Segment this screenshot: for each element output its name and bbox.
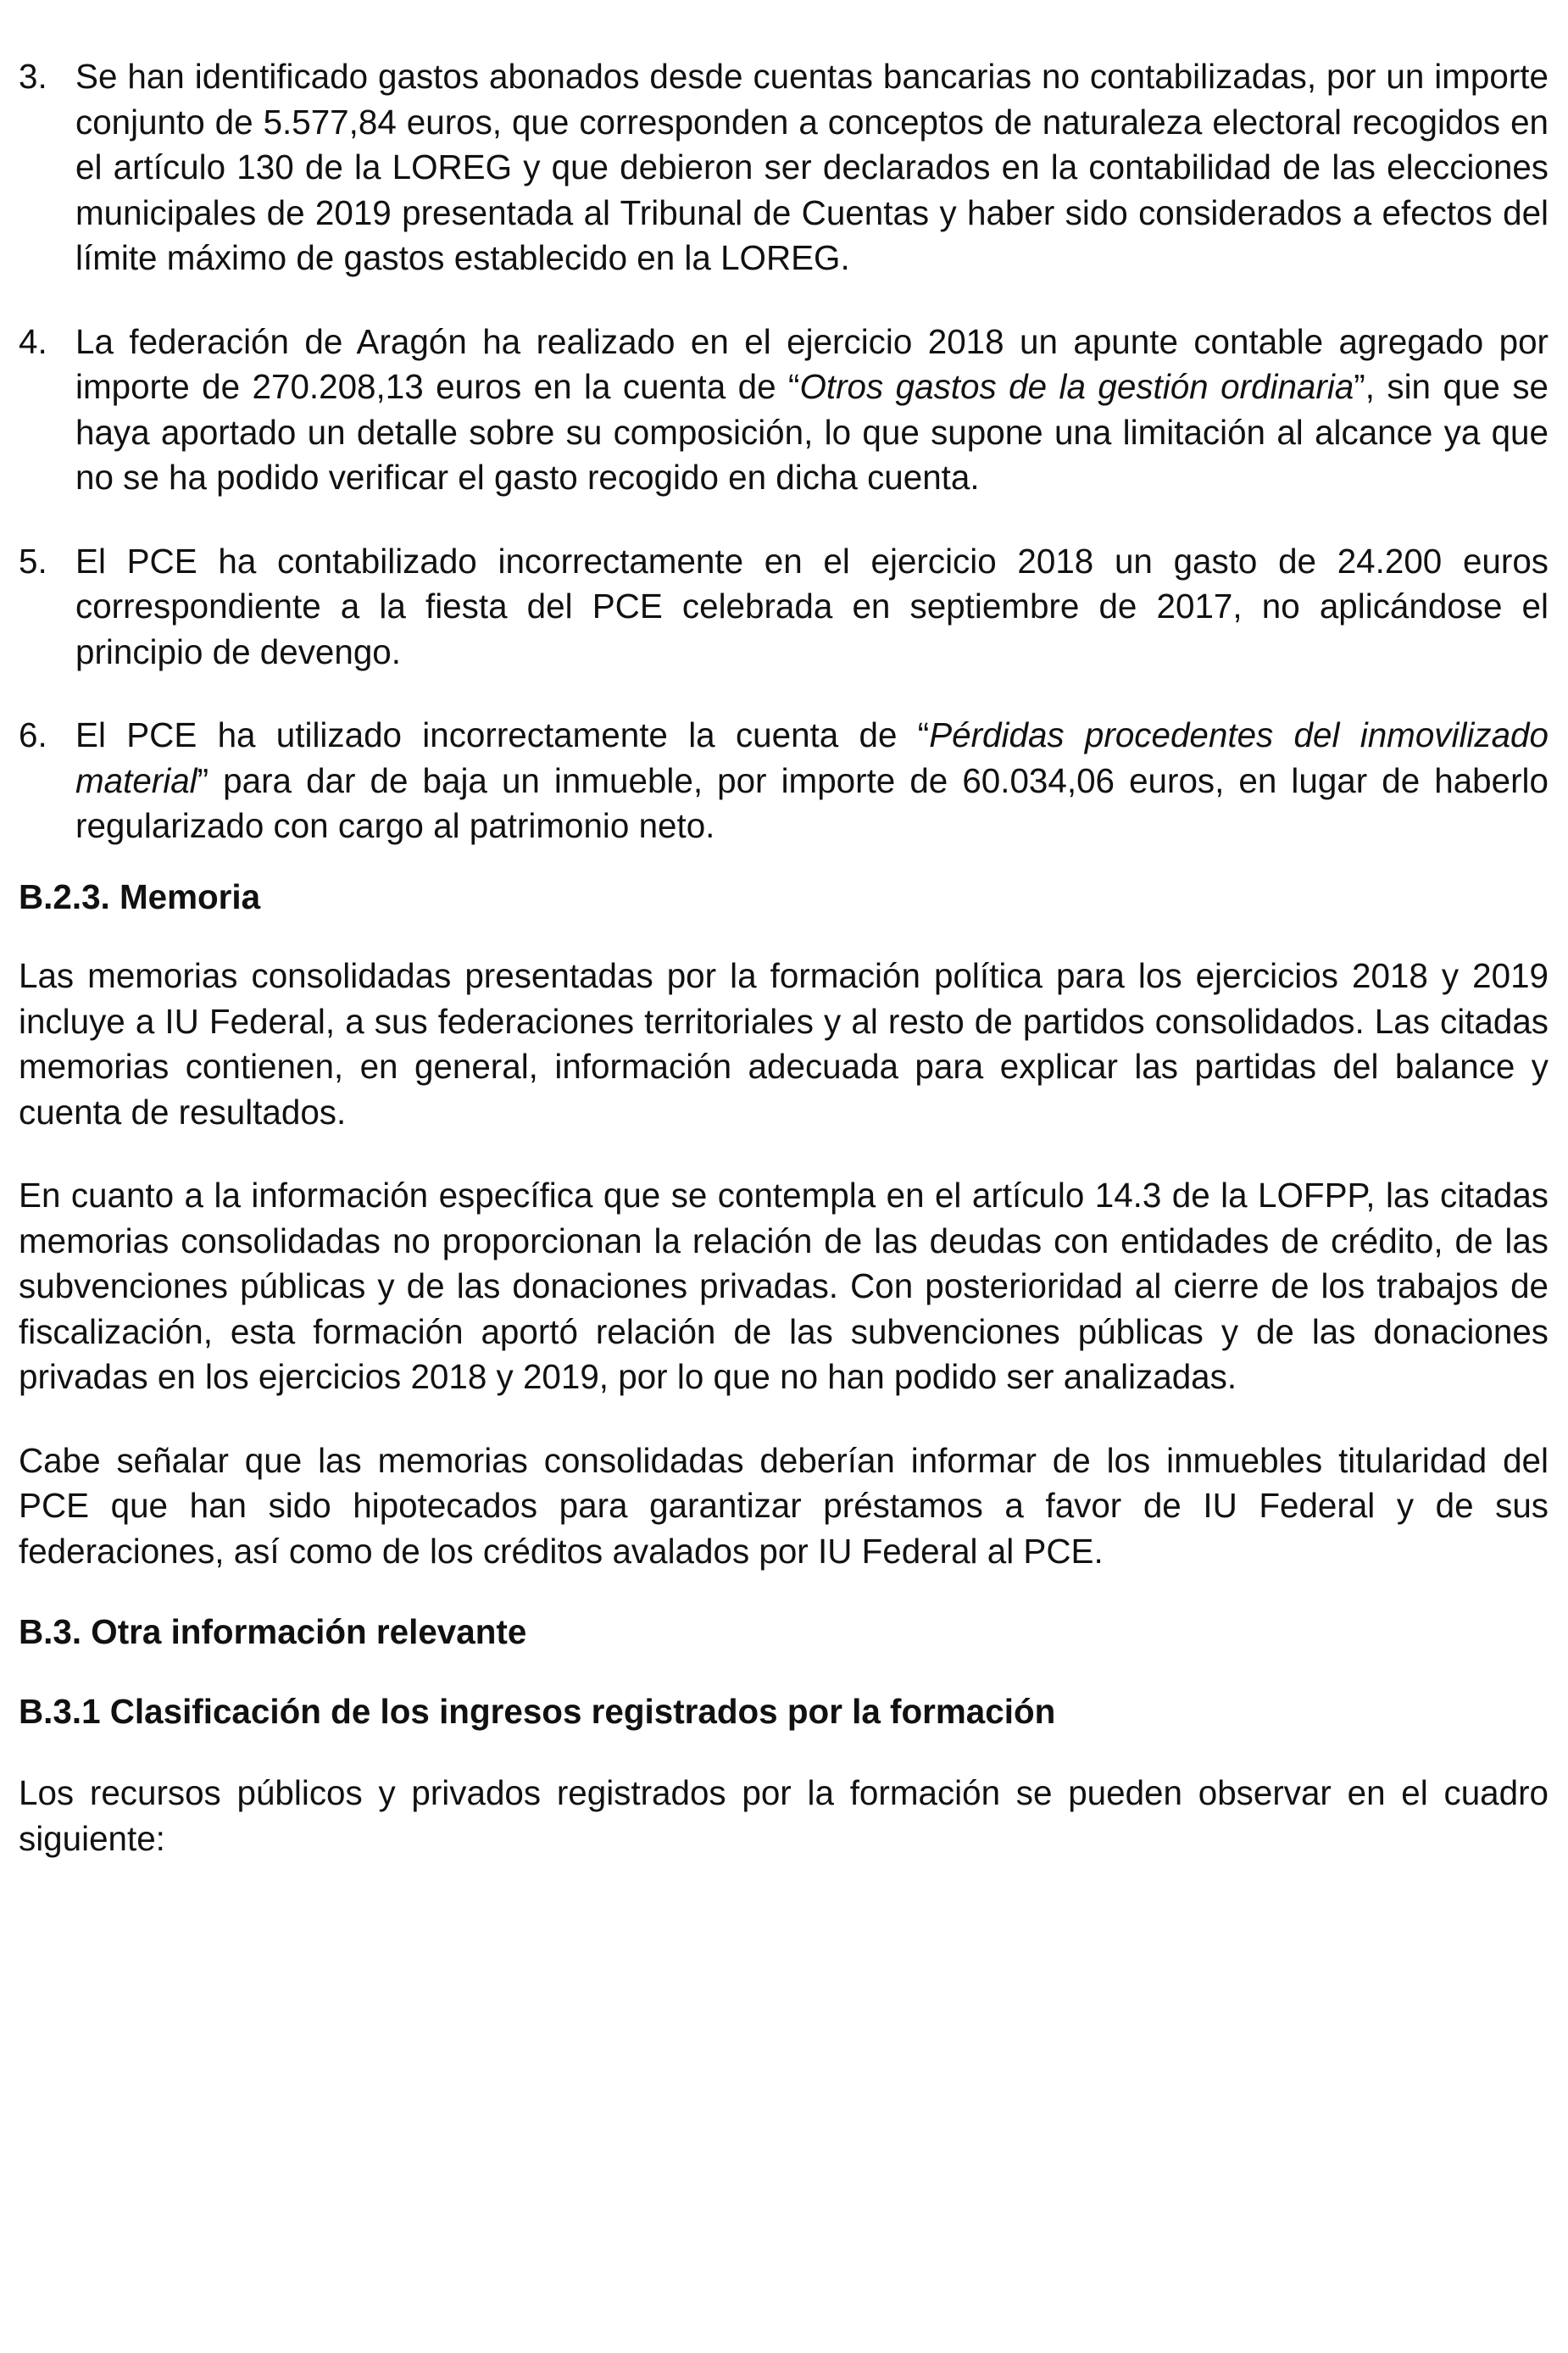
list-item-text: Se han identificado gastos abonados desde cuentas bancarias no contabilizadas, por un importe conjunto de 5.577,84 euros, que corresponden a conceptos de naturaleza electoral recogidos en el artículo 130 de la LOREG y que debieron ser declarados en la contabilidad de las elecciones municipales de 2019 presentada al Tribunal de Cuentas y haber sido considerados a efectos del límite máximo de gastos establecido en la LOREG. bbox=[75, 57, 1549, 277]
paragraph: Los recursos públicos y privados registrados por la formación se pueden observar en el cuadro siguiente: bbox=[19, 1773, 1549, 1858]
account-name-italic: Otros gastos de la gestión ordinaria bbox=[799, 367, 1354, 406]
list-item-6 bbox=[19, 713, 1549, 849]
list-item-text: La federación de Aragón ha realizado en el ejercicio 2018 un apunte contable agregado por importe de 270.208,13 euros en la cuenta de “Otros gastos de la gestión ordinaria”, sin que se haya aportado un detalle sobre su composición, lo que supone una limitación al alcance ya que no se ha podido verificar el gasto recogido en dicha cuenta. bbox=[75, 321, 1549, 497]
paragraph: Las memorias consolidadas presentadas por la formación política para los ejercicios 2018 y 2019 incluye a IU Federal, a sus federaciones territoriales y al resto de partidos consolidados. Las citadas memorias contienen, en general, información adecuada para explicar las partidas del balance y cuenta de resultados. bbox=[19, 956, 1549, 1132]
list-item-5 bbox=[19, 539, 1549, 676]
subsection-heading-clasificacion-ingresos: B.3.1 Clasificación de los ingresos registrados por la formación bbox=[19, 1691, 1056, 1731]
section-heading-otra-informacion: B.3. Otra información relevante bbox=[19, 1612, 527, 1651]
list-item-number: 4. bbox=[19, 321, 47, 361]
list-item-text: El PCE ha contabilizado incorrectamente en el ejercicio 2018 un gasto de 24.200 euros correspondiente a la fiesta del PCE celebrada en septiembre de 2017, no aplicándose el principio de devengo. bbox=[75, 541, 1549, 671]
list-item-number: 5. bbox=[19, 541, 47, 581]
list-item-3 bbox=[19, 54, 1549, 281]
account-name-italic: Pérdidas procedentes del inmovilizado material bbox=[75, 715, 1549, 800]
list-item-4 bbox=[19, 320, 1549, 501]
paragraph: En cuanto a la información específica que se contempla en el artículo 14.3 de la LOFPP, las citadas memorias consolidadas no proporcionan la relación de las deudas con entidades de crédito, de las subvenciones públicas y de las donaciones privadas. Con posterioridad al cierre de los trabajos de fiscalización, esta formación aportó relación de las subvenciones públicas y de las donaciones privadas en los ejercicios 2018 y 2019, por lo que no han podido ser analizadas. bbox=[19, 1176, 1549, 1396]
document-page bbox=[19, 54, 1549, 1900]
section-heading-memoria: B.2.3. Memoria bbox=[19, 876, 261, 916]
list-item-text: El PCE ha utilizado incorrectamente la cuenta de “Pérdidas procedentes del inmovilizado material” para dar de baja un inmueble, por importe de 60.034,06 euros, en lugar de haberlo regularizado con cargo al patrimonio neto. bbox=[75, 715, 1549, 845]
list-item-number: 3. bbox=[19, 57, 47, 96]
list-item-number: 6. bbox=[19, 715, 47, 754]
paragraph: Cabe señalar que las memorias consolidadas deberían informar de los inmuebles titularidad del PCE que han sido hipotecados para garantizar préstamos a favor de IU Federal y de sus federaciones, así como de los créditos avalados por IU Federal al PCE. bbox=[19, 1440, 1549, 1571]
